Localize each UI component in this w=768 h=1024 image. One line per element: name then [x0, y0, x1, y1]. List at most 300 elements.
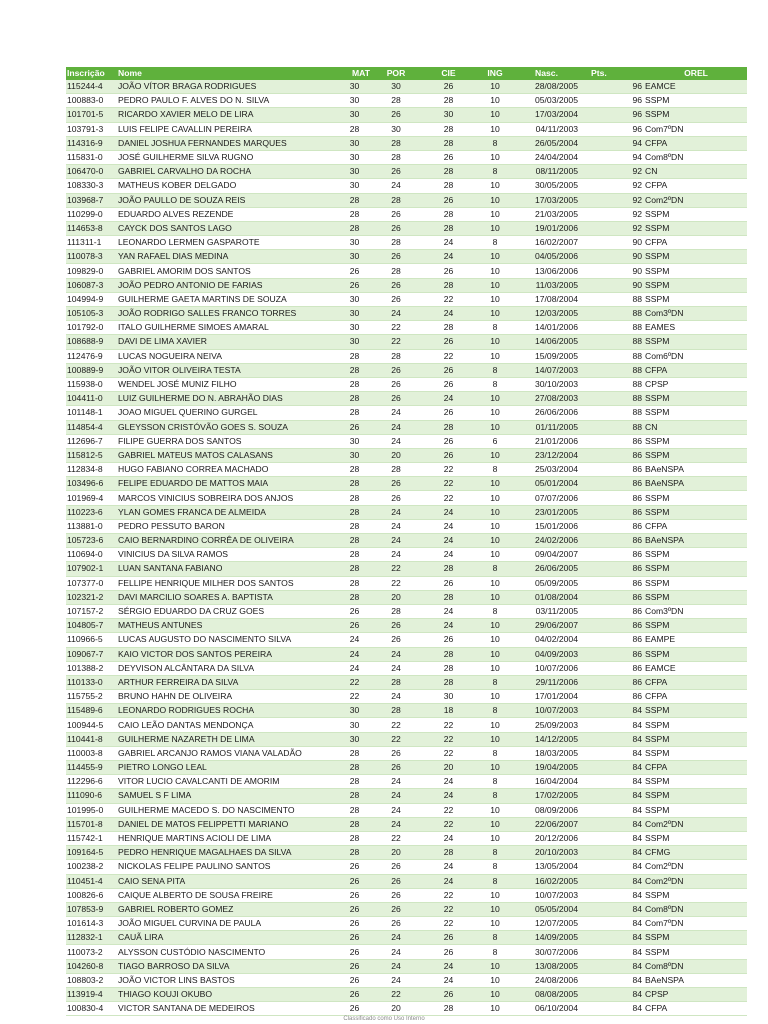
cell-por: 26	[370, 874, 422, 888]
cell-orel: EAMES	[644, 321, 747, 335]
cell-cie: 22	[422, 746, 475, 760]
cell-cie: 28	[422, 221, 475, 235]
table-row	[66, 860, 747, 874]
cell-inscricao: 110966-5	[66, 633, 117, 647]
table-row	[66, 562, 747, 576]
cell-inscricao: 100944-5	[66, 718, 117, 732]
cell-inscricao: 106087-3	[66, 278, 117, 292]
cell-ing: 10	[475, 250, 515, 264]
table-row	[66, 548, 747, 562]
cell-orel: SSPM	[644, 931, 747, 945]
cell-mat: 24	[339, 647, 370, 661]
cell-pts: 86	[579, 519, 644, 533]
cell-nasc: 05/01/2004	[515, 477, 579, 491]
cell-mat: 26	[339, 604, 370, 618]
cell-ing: 10	[475, 307, 515, 321]
table-row	[66, 959, 747, 973]
header-pts: Pts.	[579, 67, 644, 80]
cell-orel: SSPM	[644, 562, 747, 576]
cell-cie: 26	[422, 931, 475, 945]
cell-cie: 28	[422, 846, 475, 860]
cell-pts: 86	[579, 576, 644, 590]
cell-orel: SSPM	[644, 221, 747, 235]
table-row	[66, 803, 747, 817]
cell-mat: 26	[339, 959, 370, 973]
cell-mat: 28	[339, 477, 370, 491]
cell-inscricao: 101701-5	[66, 108, 117, 122]
cell-mat: 30	[339, 150, 370, 164]
cell-nome: ALYSSON CUSTÓDIO NASCIMENTO	[117, 945, 339, 959]
table-row	[66, 463, 747, 477]
cell-cie: 24	[422, 789, 475, 803]
cell-nasc: 17/01/2004	[515, 690, 579, 704]
cell-ing: 10	[475, 647, 515, 661]
cell-inscricao: 103791-3	[66, 122, 117, 136]
cell-mat: 26	[339, 860, 370, 874]
cell-cie: 30	[422, 108, 475, 122]
table-row	[66, 576, 747, 590]
table-row	[66, 136, 747, 150]
cell-nasc: 21/01/2006	[515, 434, 579, 448]
cell-pts: 92	[579, 165, 644, 179]
cell-nome: LUIZ GUILHERME DO N. ABRAHÃO DIAS	[117, 392, 339, 406]
cell-ing: 10	[475, 264, 515, 278]
cell-mat: 26	[339, 931, 370, 945]
cell-por: 26	[370, 207, 422, 221]
cell-nome: WENDEL JOSÉ MUNIZ FILHO	[117, 377, 339, 391]
cell-mat: 30	[339, 434, 370, 448]
cell-orel: SSPM	[644, 392, 747, 406]
cell-mat: 28	[339, 846, 370, 860]
cell-inscricao: 110133-0	[66, 675, 117, 689]
cell-nome: DANIEL DE MATOS FELIPPETTI MARIANO	[117, 817, 339, 831]
cell-nasc: 07/07/2006	[515, 491, 579, 505]
cell-pts: 88	[579, 292, 644, 306]
cell-pts: 96	[579, 80, 644, 94]
cell-inscricao: 115755-2	[66, 690, 117, 704]
cell-orel: CPSP	[644, 377, 747, 391]
cell-ing: 8	[475, 704, 515, 718]
cell-mat: 30	[339, 236, 370, 250]
cell-orel: CFPA	[644, 179, 747, 193]
classification-footer: Classificado como Uso Interno	[343, 1016, 425, 1022]
cell-por: 28	[370, 675, 422, 689]
cell-inscricao: 108330-3	[66, 179, 117, 193]
table-row	[66, 307, 747, 321]
cell-mat: 24	[339, 661, 370, 675]
cell-pts: 90	[579, 236, 644, 250]
cell-pts: 86	[579, 477, 644, 491]
cell-nome: MATHEUS ANTUNES	[117, 619, 339, 633]
cell-por: 24	[370, 505, 422, 519]
cell-ing: 8	[475, 931, 515, 945]
cell-nome: JOÃO VITOR OLIVEIRA TESTA	[117, 363, 339, 377]
cell-nasc: 23/12/2004	[515, 448, 579, 462]
cell-ing: 10	[475, 335, 515, 349]
cell-inscricao: 115244-4	[66, 80, 117, 94]
cell-pts: 86	[579, 448, 644, 462]
cell-cie: 22	[422, 477, 475, 491]
cell-ing: 10	[475, 633, 515, 647]
cell-pts: 86	[579, 562, 644, 576]
cell-orel: SSPM	[644, 264, 747, 278]
cell-nome: GABRIEL CARVALHO DA ROCHA	[117, 165, 339, 179]
cell-orel: SSPM	[644, 250, 747, 264]
cell-orel: SSPM	[644, 548, 747, 562]
cell-nome: JOÃO VICTOR LINS BASTOS	[117, 973, 339, 987]
cell-pts: 86	[579, 619, 644, 633]
table-row	[66, 604, 747, 618]
table-row	[66, 236, 747, 250]
cell-por: 24	[370, 406, 422, 420]
cell-nasc: 06/10/2004	[515, 1002, 579, 1016]
cell-ing: 10	[475, 448, 515, 462]
cell-nome: ARTHUR FERREIRA DA SILVA	[117, 675, 339, 689]
cell-pts: 84	[579, 803, 644, 817]
cell-mat: 30	[339, 335, 370, 349]
cell-orel: SSPM	[644, 434, 747, 448]
cell-ing: 10	[475, 831, 515, 845]
cell-nome: HUGO FABIANO CORREA MACHADO	[117, 463, 339, 477]
cell-orel: CFPA	[644, 690, 747, 704]
cell-ing: 10	[475, 477, 515, 491]
cell-ing: 8	[475, 874, 515, 888]
cell-pts: 84	[579, 775, 644, 789]
cell-mat: 30	[339, 307, 370, 321]
cell-nasc: 17/08/2004	[515, 292, 579, 306]
cell-nasc: 18/03/2005	[515, 746, 579, 760]
cell-ing: 10	[475, 505, 515, 519]
table-row	[66, 335, 747, 349]
cell-por: 26	[370, 633, 422, 647]
table-row	[66, 377, 747, 391]
cell-nome: PIETRO LONGO LEAL	[117, 761, 339, 775]
cell-mat: 28	[339, 122, 370, 136]
cell-ing: 10	[475, 576, 515, 590]
cell-inscricao: 103496-6	[66, 477, 117, 491]
cell-nome: RICARDO XAVIER MELO DE LIRA	[117, 108, 339, 122]
cell-ing: 10	[475, 193, 515, 207]
cell-pts: 88	[579, 363, 644, 377]
cell-nome: ITALO GUILHERME SIMOES AMARAL	[117, 321, 339, 335]
cell-orel: SSPM	[644, 108, 747, 122]
cell-mat: 28	[339, 789, 370, 803]
cell-nome: CAIO SENA PITA	[117, 874, 339, 888]
cell-pts: 88	[579, 321, 644, 335]
cell-orel: SSPM	[644, 207, 747, 221]
cell-inscricao: 110451-4	[66, 874, 117, 888]
cell-ing: 10	[475, 690, 515, 704]
cell-orel: SSPM	[644, 718, 747, 732]
cell-cie: 28	[422, 207, 475, 221]
cell-nasc: 01/11/2005	[515, 420, 579, 434]
cell-orel: SSPM	[644, 491, 747, 505]
cell-nome: LUCAS NOGUEIRA NEIVA	[117, 349, 339, 363]
cell-ing: 10	[475, 406, 515, 420]
cell-nome: HENRIQUE MARTINS ACIOLI DE LIMA	[117, 831, 339, 845]
cell-nome: VITOR LUCIO CAVALCANTI DE AMORIM	[117, 775, 339, 789]
cell-cie: 22	[422, 732, 475, 746]
cell-ing: 10	[475, 534, 515, 548]
cell-nome: DEYVISON ALCÂNTARA DA SILVA	[117, 661, 339, 675]
cell-nome: VINICIUS DA SILVA RAMOS	[117, 548, 339, 562]
cell-pts: 86	[579, 463, 644, 477]
cell-cie: 28	[422, 321, 475, 335]
cell-nasc: 21/03/2005	[515, 207, 579, 221]
table-row	[66, 80, 747, 94]
cell-pts: 86	[579, 661, 644, 675]
cell-por: 22	[370, 831, 422, 845]
cell-cie: 24	[422, 831, 475, 845]
cell-por: 26	[370, 761, 422, 775]
cell-cie: 28	[422, 122, 475, 136]
cell-nasc: 26/05/2004	[515, 136, 579, 150]
cell-inscricao: 113881-0	[66, 519, 117, 533]
cell-pts: 84	[579, 1002, 644, 1016]
cell-orel: Com8ºDN	[644, 150, 747, 164]
cell-nasc: 04/09/2003	[515, 647, 579, 661]
cell-pts: 94	[579, 136, 644, 150]
cell-inscricao: 111090-6	[66, 789, 117, 803]
cell-nasc: 16/02/2007	[515, 236, 579, 250]
cell-orel: SSPM	[644, 406, 747, 420]
cell-nome: JOÃO PEDRO ANTONIO DE FARIAS	[117, 278, 339, 292]
cell-por: 24	[370, 945, 422, 959]
cell-pts: 84	[579, 732, 644, 746]
cell-nome: LEONARDO LERMEN GASPAROTE	[117, 236, 339, 250]
cell-nome: DAVI MARCILIO SOARES A. BAPTISTA	[117, 590, 339, 604]
cell-nasc: 03/11/2005	[515, 604, 579, 618]
cell-inscricao: 114455-9	[66, 761, 117, 775]
cell-cie: 24	[422, 619, 475, 633]
cell-por: 26	[370, 746, 422, 760]
cell-por: 22	[370, 718, 422, 732]
cell-nasc: 04/02/2004	[515, 633, 579, 647]
cell-nasc: 15/09/2005	[515, 349, 579, 363]
cell-ing: 10	[475, 207, 515, 221]
cell-nasc: 12/03/2005	[515, 307, 579, 321]
cell-ing: 8	[475, 562, 515, 576]
cell-nome: GUILHERME NAZARETH DE LIMA	[117, 732, 339, 746]
cell-nasc: 14/01/2006	[515, 321, 579, 335]
cell-por: 26	[370, 392, 422, 406]
header-cie: CIE	[422, 67, 475, 80]
cell-pts: 84	[579, 945, 644, 959]
cell-nome: JOSÉ GUILHERME SILVA RUGNO	[117, 150, 339, 164]
cell-ing: 10	[475, 817, 515, 831]
cell-pts: 86	[579, 434, 644, 448]
cell-orel: SSPM	[644, 647, 747, 661]
cell-ing: 8	[475, 363, 515, 377]
cell-nasc: 16/02/2005	[515, 874, 579, 888]
cell-nasc: 30/07/2006	[515, 945, 579, 959]
header-mat: MAT	[339, 67, 370, 80]
table-row	[66, 988, 747, 1002]
cell-cie: 28	[422, 675, 475, 689]
cell-ing: 10	[475, 988, 515, 1002]
cell-por: 22	[370, 988, 422, 1002]
cell-nasc: 04/11/2003	[515, 122, 579, 136]
table-row	[66, 675, 747, 689]
cell-nome: GUILHERME GAETA MARTINS DE SOUZA	[117, 292, 339, 306]
cell-por: 26	[370, 250, 422, 264]
table-row	[66, 831, 747, 845]
cell-ing: 10	[475, 221, 515, 235]
cell-nasc: 14/07/2003	[515, 363, 579, 377]
cell-ing: 10	[475, 94, 515, 108]
cell-cie: 26	[422, 988, 475, 1002]
table-header	[66, 67, 747, 80]
cell-nome: JOÃO PAULLO DE SOUZA REIS	[117, 193, 339, 207]
cell-ing: 8	[475, 136, 515, 150]
cell-ing: 10	[475, 392, 515, 406]
cell-nasc: 30/10/2003	[515, 377, 579, 391]
cell-nasc: 14/12/2005	[515, 732, 579, 746]
cell-pts: 84	[579, 874, 644, 888]
cell-nome: YAN RAFAEL DIAS MEDINA	[117, 250, 339, 264]
cell-ing: 10	[475, 80, 515, 94]
cell-mat: 26	[339, 874, 370, 888]
cell-inscricao: 109829-0	[66, 264, 117, 278]
cell-pts: 84	[579, 789, 644, 803]
cell-nasc: 20/12/2006	[515, 831, 579, 845]
cell-por: 26	[370, 491, 422, 505]
cell-inscricao: 110441-8	[66, 732, 117, 746]
cell-ing: 8	[475, 675, 515, 689]
cell-pts: 86	[579, 690, 644, 704]
cell-ing: 10	[475, 973, 515, 987]
cell-inscricao: 108688-9	[66, 335, 117, 349]
cell-cie: 28	[422, 647, 475, 661]
table-row	[66, 406, 747, 420]
cell-nasc: 16/04/2004	[515, 775, 579, 789]
header-ing: ING	[475, 67, 515, 80]
table-row	[66, 690, 747, 704]
cell-inscricao: 114854-4	[66, 420, 117, 434]
cell-cie: 26	[422, 264, 475, 278]
table-row	[66, 505, 747, 519]
cell-ing: 10	[475, 349, 515, 363]
cell-orel: SSPM	[644, 94, 747, 108]
cell-inscricao: 110694-0	[66, 548, 117, 562]
table-row	[66, 165, 747, 179]
cell-pts: 90	[579, 250, 644, 264]
cell-mat: 26	[339, 917, 370, 931]
cell-orel: SSPM	[644, 505, 747, 519]
cell-nome: THIAGO KOUJI OKUBO	[117, 988, 339, 1002]
table-row	[66, 519, 747, 533]
cell-nome: CAUÃ LIRA	[117, 931, 339, 945]
cell-inscricao: 112696-7	[66, 434, 117, 448]
cell-por: 20	[370, 448, 422, 462]
cell-por: 28	[370, 193, 422, 207]
cell-por: 24	[370, 647, 422, 661]
cell-nasc: 13/05/2004	[515, 860, 579, 874]
cell-inscricao: 110223-6	[66, 505, 117, 519]
cell-por: 24	[370, 775, 422, 789]
cell-mat: 28	[339, 803, 370, 817]
cell-pts: 96	[579, 94, 644, 108]
table-row	[66, 647, 747, 661]
cell-orel: CFPA	[644, 363, 747, 377]
table-row	[66, 633, 747, 647]
cell-cie: 22	[422, 463, 475, 477]
cell-pts: 84	[579, 988, 644, 1002]
cell-inscricao: 101969-4	[66, 491, 117, 505]
table-row	[66, 973, 747, 987]
cell-por: 24	[370, 519, 422, 533]
cell-mat: 26	[339, 945, 370, 959]
cell-orel: Com3ºDN	[644, 307, 747, 321]
cell-inscricao: 107377-0	[66, 576, 117, 590]
cell-mat: 30	[339, 292, 370, 306]
cell-nome: VICTOR SANTANA DE MEDEIROS	[117, 1002, 339, 1016]
cell-nome: CAIQUE ALBERTO DE SOUSA FREIRE	[117, 888, 339, 902]
cell-pts: 86	[579, 548, 644, 562]
header-row	[66, 67, 747, 80]
cell-orel: CFPA	[644, 519, 747, 533]
cell-nome: JOAO MIGUEL QUERINO GURGEL	[117, 406, 339, 420]
header-nome: Nome	[117, 67, 339, 80]
cell-nasc: 24/04/2004	[515, 150, 579, 164]
cell-por: 24	[370, 973, 422, 987]
cell-pts: 90	[579, 264, 644, 278]
cell-cie: 24	[422, 392, 475, 406]
cell-nome: DAVI DE LIMA XAVIER	[117, 335, 339, 349]
cell-ing: 10	[475, 718, 515, 732]
cell-mat: 30	[339, 80, 370, 94]
cell-nome: MATHEUS KOBER DELGADO	[117, 179, 339, 193]
cell-ing: 10	[475, 619, 515, 633]
cell-orel: SSPM	[644, 732, 747, 746]
cell-por: 24	[370, 179, 422, 193]
cell-ing: 10	[475, 179, 515, 193]
table-row	[66, 945, 747, 959]
cell-pts: 86	[579, 633, 644, 647]
cell-ing: 8	[475, 321, 515, 335]
cell-inscricao: 104805-7	[66, 619, 117, 633]
cell-por: 26	[370, 619, 422, 633]
cell-mat: 28	[339, 548, 370, 562]
header-nasc: Nasc.	[515, 67, 579, 80]
cell-pts: 90	[579, 278, 644, 292]
cell-mat: 30	[339, 179, 370, 193]
cell-nasc: 28/08/2005	[515, 80, 579, 94]
cell-nome: GUILHERME MACEDO S. DO NASCIMENTO	[117, 803, 339, 817]
cell-nome: EDUARDO ALVES REZENDE	[117, 207, 339, 221]
cell-nome: LUIS FELIPE CAVALLIN PEREIRA	[117, 122, 339, 136]
cell-ing: 10	[475, 761, 515, 775]
cell-mat: 26	[339, 902, 370, 916]
cell-cie: 26	[422, 633, 475, 647]
cell-inscricao: 103968-7	[66, 193, 117, 207]
cell-cie: 26	[422, 945, 475, 959]
cell-pts: 84	[579, 817, 644, 831]
table-row	[66, 321, 747, 335]
table-row	[66, 420, 747, 434]
cell-por: 26	[370, 278, 422, 292]
table-row	[66, 292, 747, 306]
cell-orel: SSPM	[644, 803, 747, 817]
cell-mat: 30	[339, 165, 370, 179]
cell-por: 24	[370, 803, 422, 817]
cell-mat: 22	[339, 690, 370, 704]
cell-por: 28	[370, 150, 422, 164]
cell-nome: DANIEL JOSHUA FERNANDES MARQUES	[117, 136, 339, 150]
cell-ing: 10	[475, 590, 515, 604]
cell-mat: 30	[339, 136, 370, 150]
table-row	[66, 94, 747, 108]
